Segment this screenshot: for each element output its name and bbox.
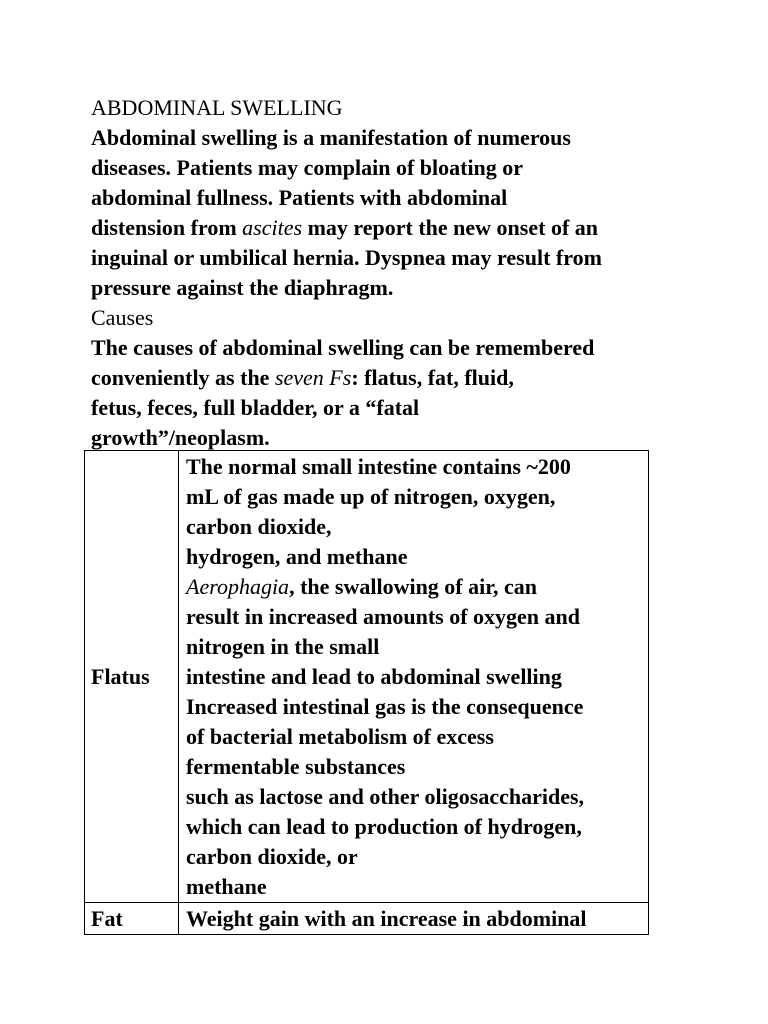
- intro-line-4-pre: distension from: [91, 215, 243, 240]
- causes-line-2: [91, 363, 691, 393]
- causes-line-3: fetus, feces, full bladder, or a “fatal: [91, 395, 420, 420]
- flatus-line: nitrogen in the small: [186, 634, 380, 659]
- flatus-line: which can lead to production of hydrogen,: [186, 814, 582, 839]
- intro-line-3: abdominal fullness. Patients with abdominal: [91, 185, 508, 210]
- flatus-line: result in increased amounts of oxygen and: [186, 604, 581, 629]
- document-body: [91, 93, 691, 453]
- table-row-fat: [85, 903, 649, 935]
- intro-line-4-post: may report the new onset of an: [302, 215, 599, 240]
- flatus-line: carbon dioxide, or: [186, 844, 358, 869]
- flatus-label: Flatus: [85, 451, 179, 903]
- intro-line-2: diseases. Patients may complain of bloating or: [91, 155, 524, 180]
- flatus-line: hydrogen, and methane: [186, 544, 408, 569]
- page-title: ABDOMINAL SWELLING: [91, 95, 343, 120]
- causes-heading: Causes: [91, 305, 154, 330]
- fat-label: Fat: [85, 903, 179, 935]
- intro-line-4: [91, 213, 691, 243]
- intro-line-6: pressure against the diaphragm.: [91, 275, 394, 300]
- causes-line-2-pre: conveniently as the: [91, 365, 275, 390]
- seven-fs-term: seven Fs: [274, 365, 352, 390]
- flatus-line: intestine and lead to abdominal swelling: [186, 664, 562, 689]
- aerophagia-term: Aerophagia: [186, 574, 290, 599]
- flatus-line: of bacterial metabolism of excess: [186, 724, 494, 749]
- causes-line-4: growth”/neoplasm.: [91, 425, 270, 450]
- flatus-line: The normal small intestine contains ~200: [186, 454, 571, 479]
- fat-description: [179, 903, 649, 935]
- intro-line-5: inguinal or umbilical hernia. Dyspnea may result from: [91, 245, 602, 270]
- flatus-line: mL of gas made up of nitrogen, oxygen,: [186, 484, 556, 509]
- aerophagia-rest: , the swallowing of air, can: [289, 574, 537, 599]
- flatus-line: methane: [186, 874, 267, 899]
- flatus-line: carbon dioxide,: [186, 514, 332, 539]
- table-row-flatus: [85, 451, 649, 903]
- flatus-description: [179, 451, 649, 903]
- causes-line-2-post: : flatus, fat, fluid,: [351, 365, 514, 390]
- intro-line-1: Abdominal swelling is a manifestation of numerous: [91, 125, 571, 150]
- causes-table: [84, 450, 649, 935]
- flatus-line: [186, 572, 648, 602]
- fat-line: Weight gain with an increase in abdominal: [186, 906, 587, 931]
- flatus-line: such as lactose and other oligosaccharides,: [186, 784, 585, 809]
- flatus-line: fermentable substances: [186, 754, 406, 779]
- causes-line-1: The causes of abdominal swelling can be remembered: [91, 335, 595, 360]
- ascites-term: ascites: [242, 215, 303, 240]
- flatus-line: Increased intestinal gas is the consequence: [186, 694, 584, 719]
